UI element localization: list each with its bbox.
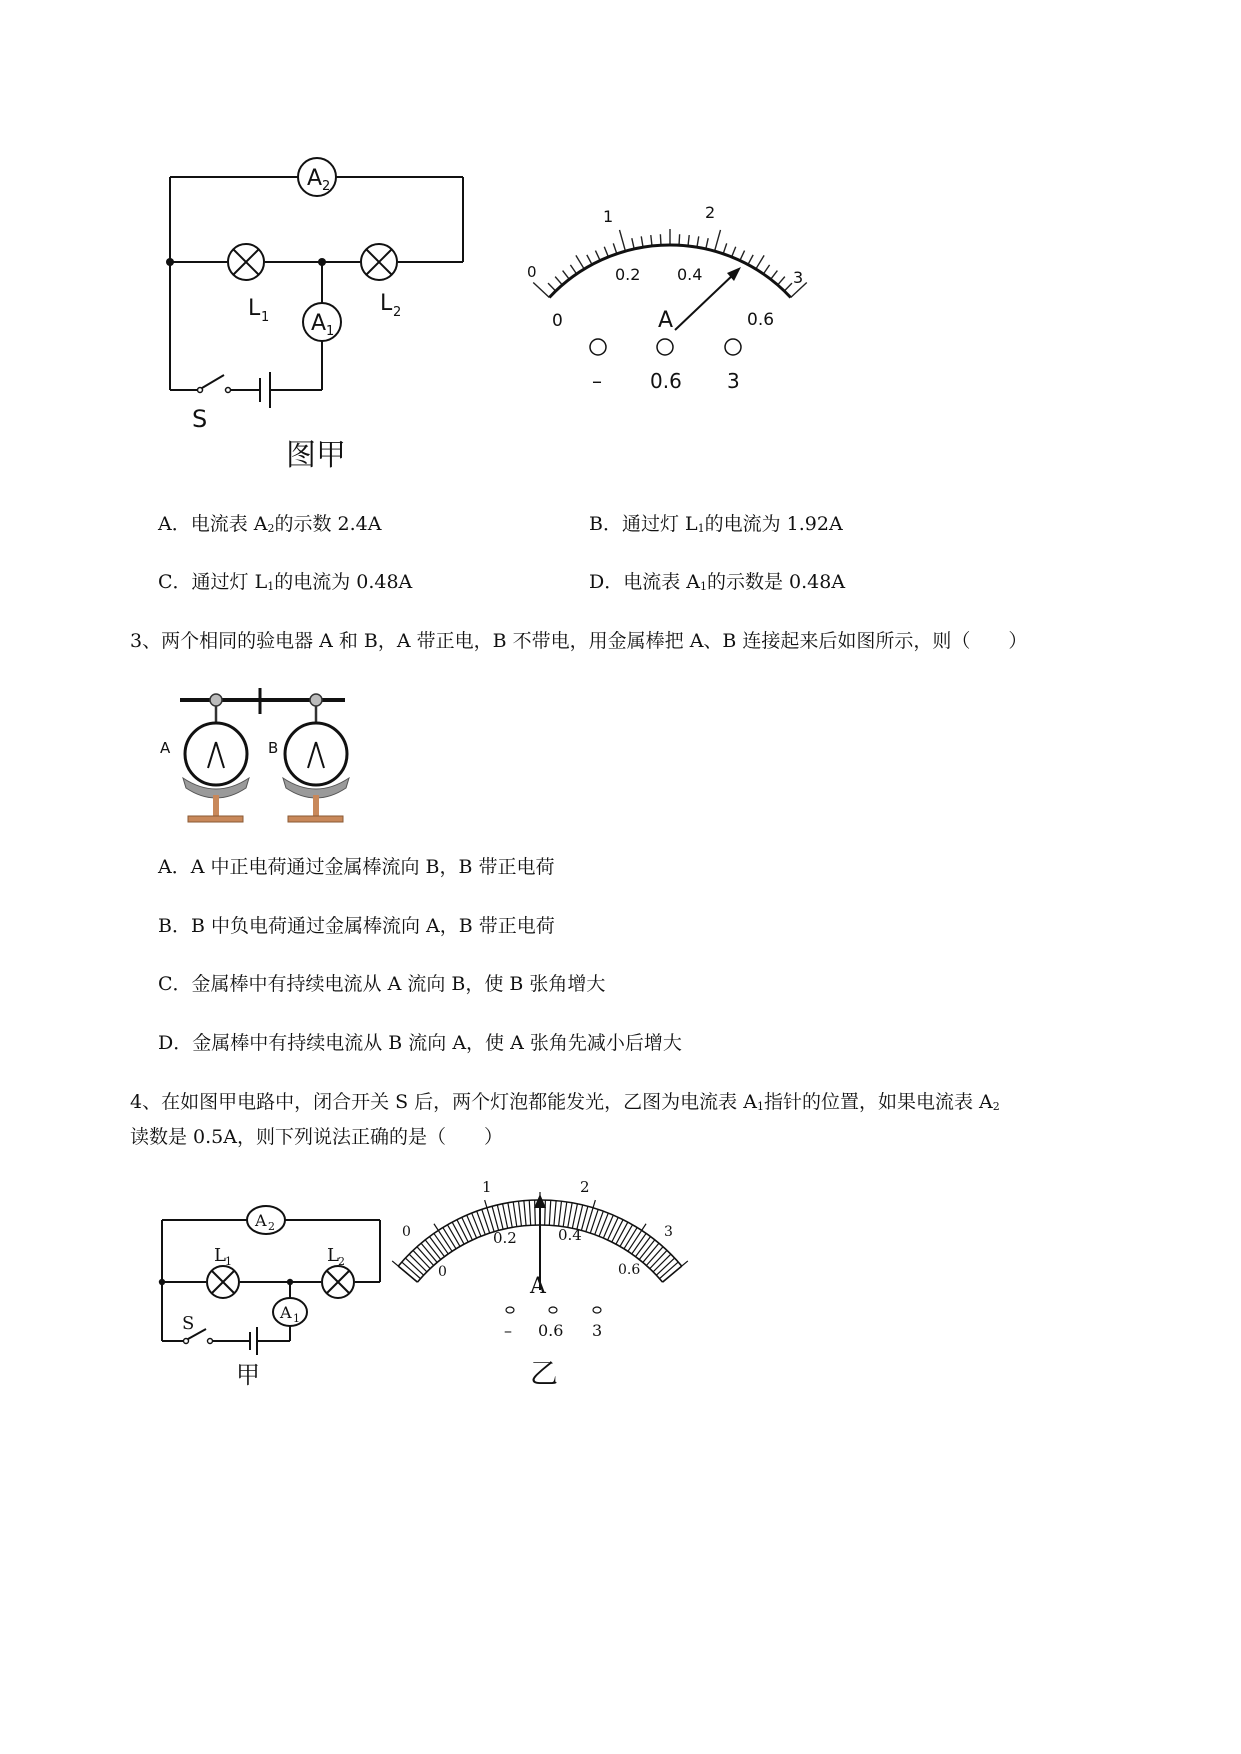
ammeter-a1 — [273, 1298, 307, 1326]
dial-tick — [472, 1213, 481, 1236]
ammeter-dial-1 — [515, 195, 825, 395]
dial-tick — [740, 251, 745, 261]
terminals — [504, 1307, 602, 1340]
svg-text:0: 0 — [402, 1224, 411, 1240]
dial-tick — [570, 265, 576, 274]
dial-tick — [554, 1201, 556, 1226]
q3-option-c: C．金属棒中有持续电流从 A 流向 B，使 B 张角增大 — [158, 973, 606, 995]
dial-tick — [529, 1200, 530, 1225]
lamp-l2 — [322, 1266, 354, 1298]
electroscope-a — [183, 694, 249, 822]
dial-tick — [443, 1228, 456, 1249]
dial-tick — [732, 247, 736, 257]
dial-tick — [430, 1237, 445, 1257]
dial-tick — [679, 234, 680, 245]
dial-tick — [533, 282, 549, 297]
ammeter-a1 — [303, 303, 341, 341]
dial-tick — [748, 255, 753, 265]
question-4-stem-line2: 读数是 0.5A，则下列说法正确的是（ ） — [130, 1126, 503, 1148]
dial-tick — [452, 1222, 464, 1244]
dial-tick — [620, 1225, 633, 1247]
lamp-label-l2 — [327, 1245, 345, 1268]
svg-text:0.6: 0.6 — [618, 1262, 641, 1278]
dial-tick — [448, 1225, 461, 1247]
dial-tick — [524, 1201, 526, 1226]
dial-tick — [613, 243, 617, 253]
svg-text:2: 2 — [705, 203, 716, 222]
lamp-l2 — [361, 244, 397, 280]
dial-tick — [586, 1200, 595, 1232]
svg-text:3: 3 — [664, 1224, 673, 1240]
svg-text:0.6: 0.6 — [650, 369, 682, 393]
dial-tick — [549, 1200, 550, 1225]
option-a: A．电流表 $A_2$的示数 2.4A — [158, 513, 382, 535]
ammeter-a2 — [298, 158, 336, 196]
dial-tick — [425, 1240, 441, 1260]
svg-text:0.2: 0.2 — [615, 265, 641, 284]
dial-tick — [563, 271, 570, 280]
question-4-stem: 4、在如图甲电路中，闭合开关 S 后，两个灯泡都能发光，乙图为电流表 $A_1$指针的位置，如果电流表 $A_2$ — [130, 1091, 1000, 1113]
dial-tick — [624, 1228, 637, 1249]
dial-tick — [485, 1200, 494, 1232]
dial-tick — [587, 255, 592, 265]
svg-text:2: 2 — [338, 1255, 345, 1268]
dial-tick — [563, 1202, 567, 1227]
dial-tick — [503, 1204, 508, 1228]
q3-option-d: D．金属棒中有持续电流从 B 流向 A，使 A 张角先减小后增大 — [158, 1032, 682, 1054]
svg-text:0: 0 — [438, 1264, 447, 1280]
dial-tick — [548, 283, 556, 291]
dial-tick — [535, 1200, 536, 1225]
lamp-l1 — [228, 244, 264, 280]
dial-tick — [604, 247, 608, 257]
lamp-label-l2 — [380, 291, 401, 320]
dial-tick — [559, 1201, 562, 1226]
dial-tick — [457, 1220, 468, 1242]
figure-caption: 图甲 — [286, 438, 346, 473]
svg-text:2: 2 — [322, 179, 331, 194]
svg-text:1: 1 — [326, 324, 335, 339]
svg-text:–: – — [504, 1321, 512, 1340]
svg-text:2: 2 — [580, 1178, 590, 1196]
svg-text:2: 2 — [268, 1220, 275, 1233]
dial-tick — [467, 1215, 477, 1238]
dial-tick — [555, 277, 562, 285]
electroscope-label-a: A — [160, 739, 171, 757]
ammeter-dial-yi — [390, 1170, 690, 1350]
dial-tick — [434, 1233, 448, 1253]
dial-tick — [784, 283, 792, 291]
svg-text:0: 0 — [527, 263, 537, 281]
dial-tick — [608, 1217, 619, 1240]
lamp-l1 — [207, 1266, 239, 1298]
figure-caption-yi: 乙 — [530, 1357, 559, 1390]
dial-tick — [603, 1215, 613, 1238]
dial-tick — [763, 265, 769, 274]
svg-text:L: L — [380, 291, 393, 316]
dial-unit-a: A — [530, 1274, 546, 1299]
dial-top-scale — [402, 1178, 673, 1240]
dial-tick — [519, 1201, 522, 1226]
electroscope-b — [283, 694, 349, 822]
svg-text:A: A — [311, 311, 327, 336]
dial-tick — [697, 236, 699, 247]
svg-text:0.4: 0.4 — [558, 1226, 582, 1244]
svg-text:3: 3 — [727, 369, 740, 393]
dial-tick — [620, 230, 626, 251]
dial-tick — [497, 1205, 503, 1229]
dial-tick — [771, 271, 778, 280]
dial-tick — [632, 1233, 646, 1253]
dial-tick — [462, 1217, 473, 1240]
dial-tick — [545, 1200, 546, 1225]
dial-tick — [513, 1202, 517, 1227]
dial-tick — [572, 1204, 577, 1228]
q3-option-b: B．B 中负电荷通过金属棒流向 A，B 带正电荷 — [158, 915, 555, 937]
svg-text:L: L — [248, 296, 261, 321]
switch-label: S — [192, 405, 208, 433]
svg-text:3: 3 — [793, 268, 804, 287]
terminals — [590, 339, 741, 393]
svg-text:3: 3 — [592, 1321, 603, 1340]
dial-tick — [715, 230, 721, 251]
dial-tick — [651, 235, 652, 246]
lamp-label-l1 — [248, 296, 269, 325]
electroscope-figure — [150, 680, 360, 830]
svg-text:1: 1 — [225, 1255, 232, 1268]
dial-tick — [688, 235, 689, 246]
svg-text:A: A — [307, 166, 323, 191]
svg-text:1: 1 — [603, 207, 614, 226]
svg-text:–: – — [592, 369, 602, 393]
circuit-diagram-jia — [150, 1195, 395, 1385]
dial-tick — [778, 277, 785, 285]
svg-text:0.2: 0.2 — [493, 1229, 517, 1247]
svg-text:A: A — [280, 1303, 292, 1322]
q3-option-a: A．A 中正电荷通过金属棒流向 B，B 带正电荷 — [158, 856, 555, 878]
dial-tick — [632, 238, 634, 249]
dial-unit-a: A — [658, 308, 674, 333]
option-d: D．电流表 $A_1$的示数是 0.48A — [589, 571, 846, 593]
dial-tick — [595, 251, 600, 261]
dial-tick — [639, 1240, 655, 1260]
svg-text:0.6: 0.6 — [747, 310, 775, 330]
svg-text:L: L — [214, 1245, 226, 1266]
dial-tick — [612, 1220, 623, 1242]
dial-tick — [706, 238, 708, 249]
svg-text:A: A — [255, 1211, 267, 1230]
svg-text:1: 1 — [261, 310, 270, 325]
svg-text:1: 1 — [293, 1312, 300, 1325]
switch-label: S — [182, 1313, 195, 1334]
ammeter-a2 — [247, 1206, 285, 1234]
option-b: B．通过灯 $L_1$的电流为 1.92A — [589, 513, 843, 535]
electroscope-label-b: B — [268, 739, 279, 757]
dial-tick — [641, 236, 643, 247]
dial-tick — [599, 1213, 608, 1236]
svg-text:L: L — [327, 1245, 339, 1266]
svg-text:0: 0 — [552, 311, 563, 331]
dial-tick — [636, 1237, 651, 1257]
svg-text:1: 1 — [482, 1178, 492, 1196]
lamp-label-l1 — [214, 1245, 232, 1268]
svg-text:0.4: 0.4 — [677, 265, 703, 284]
dial-tick — [756, 255, 764, 269]
option-c: C．通过灯 $L_1$的电流为 0.48A — [158, 571, 413, 593]
question-3-stem: 3、两个相同的验电器 A 和 B，A 带正电，B 不带电，用金属棒把 A、B 连接起来后如图所示，则（ ） — [130, 630, 1028, 652]
dial-tick — [616, 1222, 628, 1244]
dial-tick — [508, 1203, 512, 1228]
figure-caption-jia: 甲 — [236, 1361, 260, 1389]
dial-tick — [568, 1203, 572, 1228]
svg-text:2: 2 — [393, 305, 402, 320]
svg-text:0.6: 0.6 — [538, 1321, 564, 1340]
dial-tick — [660, 234, 661, 245]
dial-tick — [723, 243, 727, 253]
dial-tick — [576, 255, 584, 269]
